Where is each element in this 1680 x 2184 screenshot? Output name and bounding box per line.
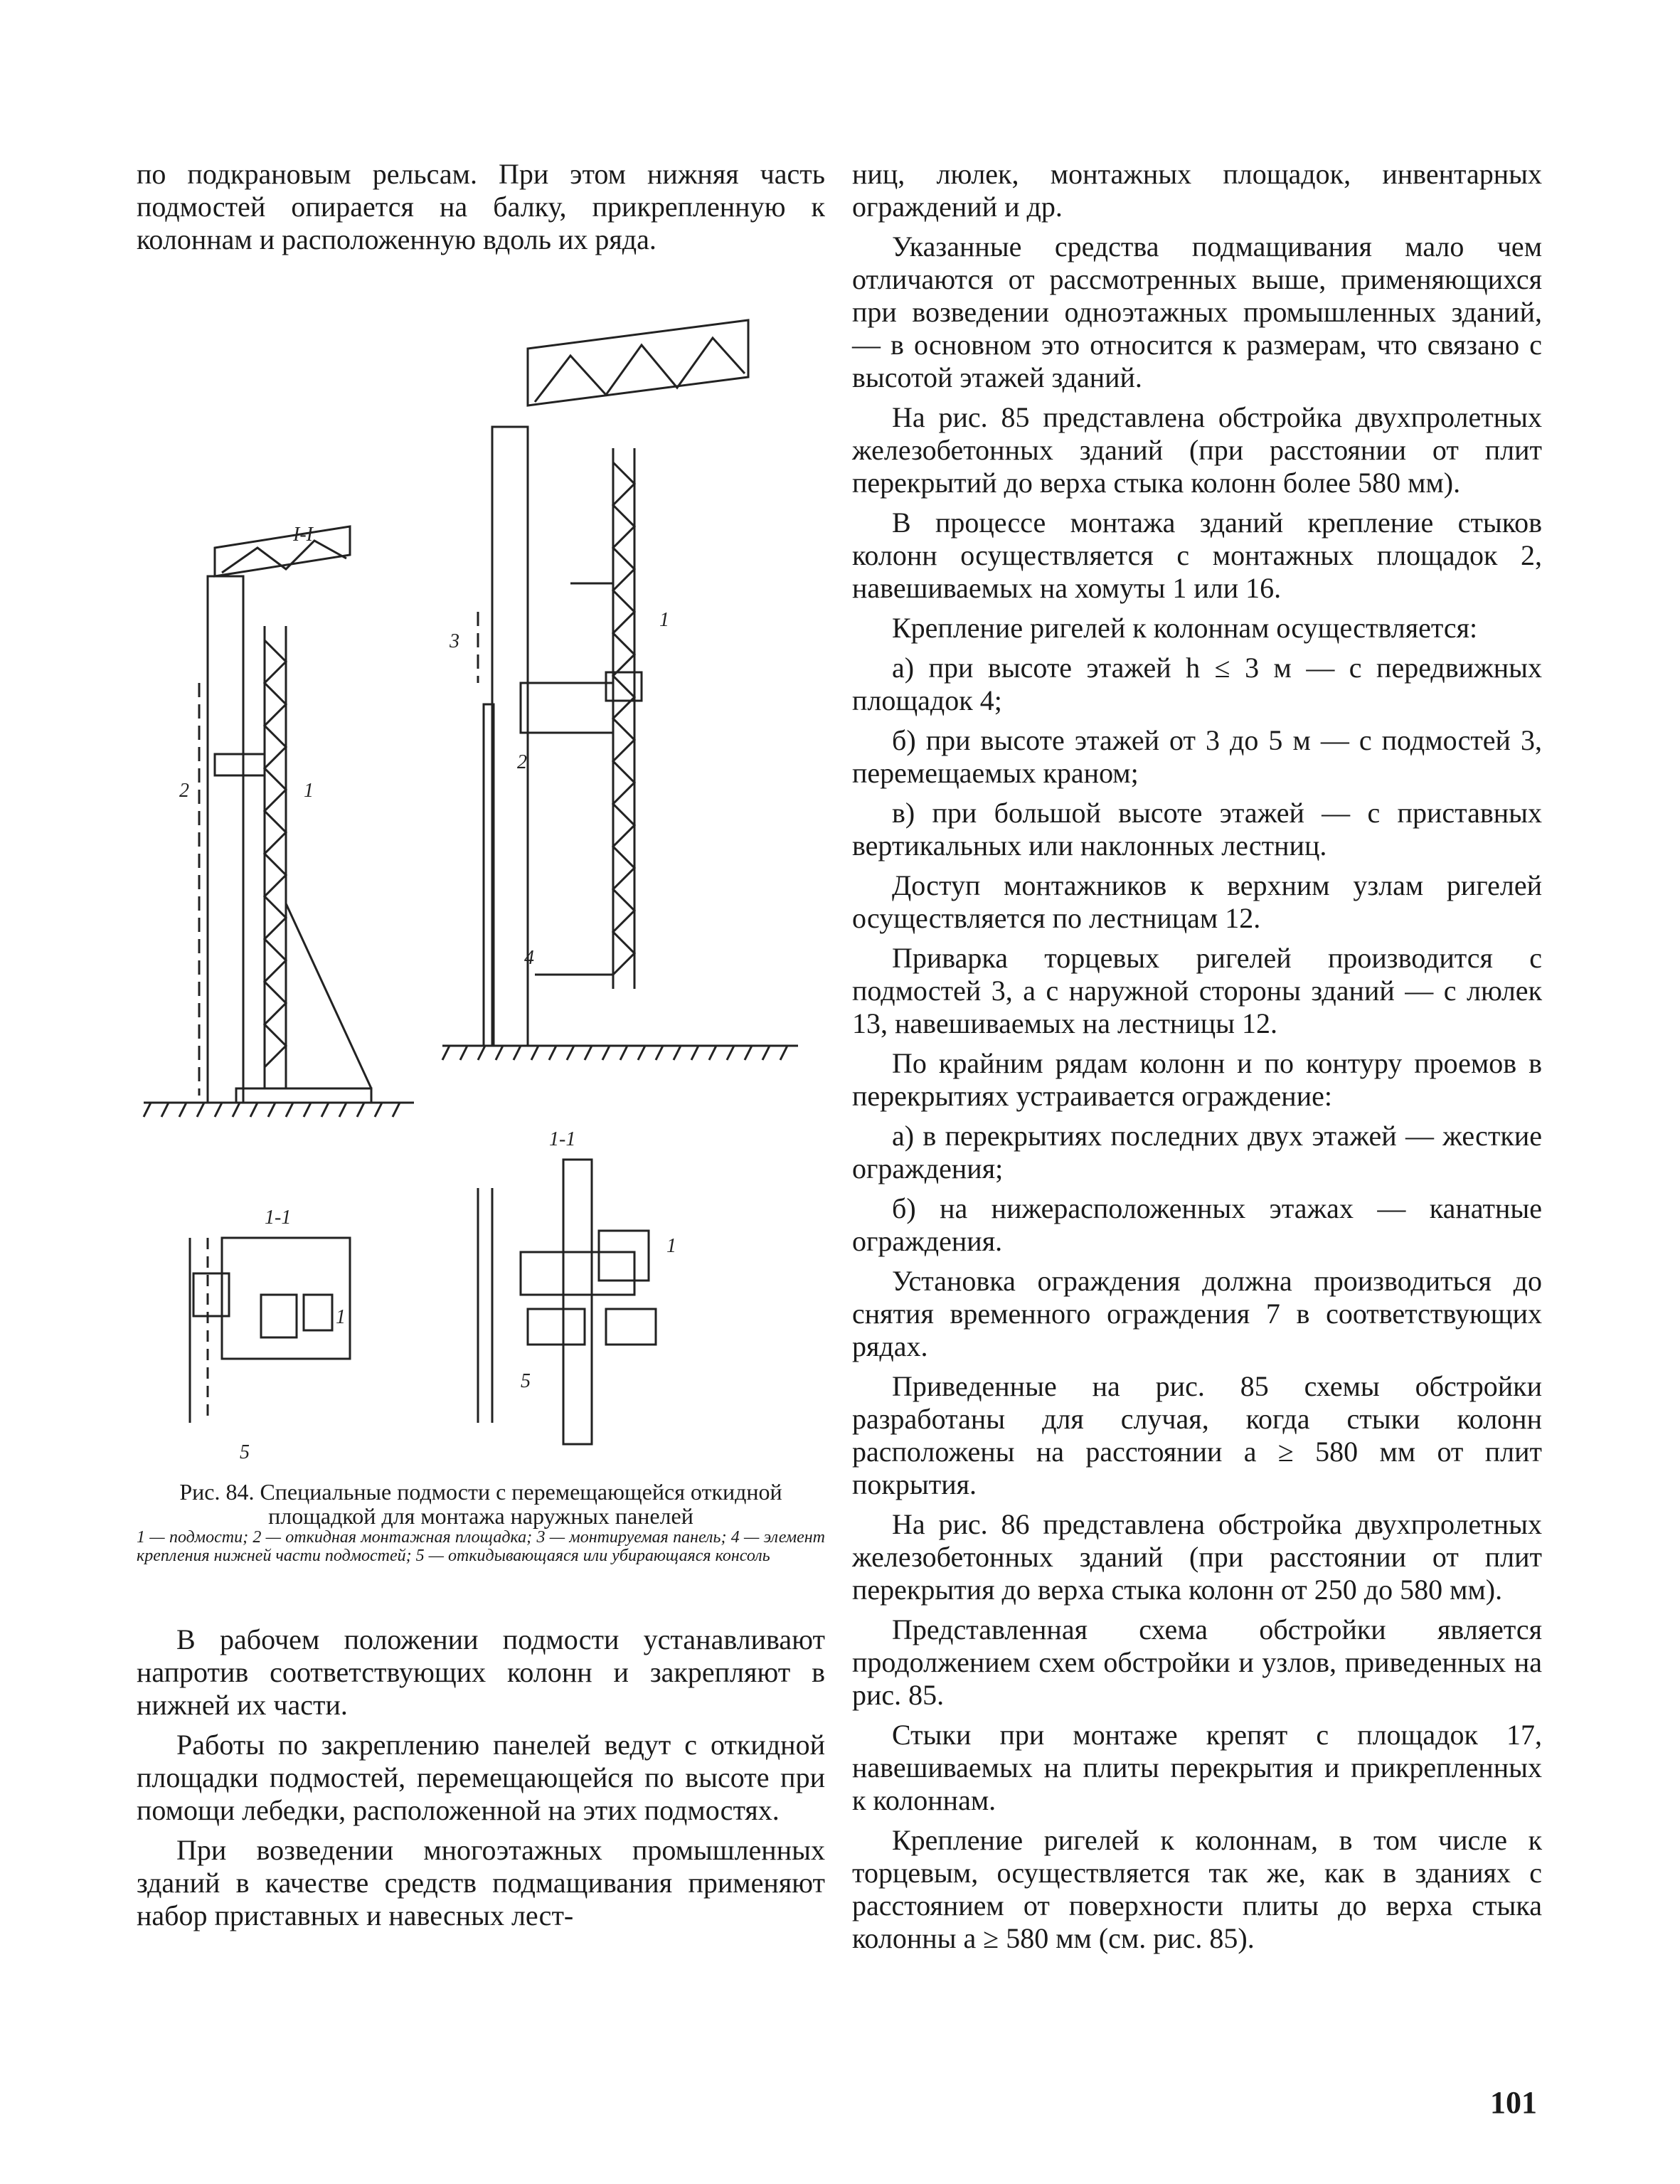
right-column bbox=[852, 158, 1542, 1962]
figure-84 bbox=[137, 313, 825, 1465]
left-column-top bbox=[137, 158, 825, 263]
paragraph: На рис. 85 представлена обстройка двухпролетных железобетонных зданий (при расстоянии от плит перекрытий до верха стыка колонн более 580 мм). bbox=[852, 401, 1542, 499]
page-number: 101 bbox=[1490, 2085, 1537, 2120]
paragraph: Приведенные на рис. 85 схемы обстройки разработаны для случая, когда стыки колонн расположены на расстоянии a ≥ 580 мм от плит покрытия. bbox=[852, 1370, 1542, 1500]
label-2-left: 2 bbox=[179, 780, 189, 802]
label-3: 3 bbox=[450, 630, 459, 652]
paragraph: В рабочем положении подмости устанавливают напротив соответствующих колонн и закрепляют в нижней их части. bbox=[137, 1623, 825, 1721]
label-1-left: 1 bbox=[304, 780, 314, 802]
caption-title: Рис. 84. Специальные подмости с перемещающейся откидной площадкой для монтажа наружных панелей bbox=[179, 1479, 782, 1529]
figure-caption bbox=[137, 1480, 825, 1565]
paragraph: На рис. 86 представлена обстройка двухпролетных железобетонных зданий (при расстоянии от плит перекрытия до верха стыка колонн от 250 до 580 мм). bbox=[852, 1508, 1542, 1606]
paragraph: В процессе монтажа зданий крепление стыков колонн осуществляется с монтажных площадок 2, навешиваемых на хомуты 1 или 16. bbox=[852, 507, 1542, 604]
paragraph: б) на нижерасположенных этажах — канатные ограждения. bbox=[852, 1192, 1542, 1257]
paragraph: Указанные средства подмащивания мало чем отличаются от рассмотренных выше, применяющихся при возведении одноэтажных промышленных зданий, — в основном это относится к размерам, что связано с высотой этажей зданий. bbox=[852, 230, 1542, 393]
paragraph: Представленная схема обстройки является продолжением схем обстройки и узлов, приведенных на рис. 85. bbox=[852, 1613, 1542, 1711]
paragraph: Доступ монтажников к верхним узлам ригелей осуществляется по лестницам 12. bbox=[852, 869, 1542, 934]
figure-drawing bbox=[137, 313, 825, 1465]
paragraph: ниц, люлек, монтажных площадок, инвентарных ограждений и др. bbox=[852, 158, 1542, 223]
paragraph: Работы по закреплению панелей ведут с откидной площадки подмостей, перемещающейся по высоте при помощи лебедки, расположенной на этих подмостях. bbox=[137, 1729, 825, 1826]
paragraph: в) при большой высоте этажей — с приставных вертикальных или наклонных лестниц. bbox=[852, 797, 1542, 862]
section-mark-a: I-I bbox=[293, 524, 313, 546]
paragraph: а) в перекрытиях последних двух этажей — жесткие ограждения; bbox=[852, 1120, 1542, 1184]
ground-hatch-left bbox=[144, 1103, 400, 1117]
section-mark-c: 1-1 bbox=[549, 1128, 576, 1150]
left-column-bottom bbox=[137, 1623, 825, 1939]
paragraph: Крепление ригелей к колоннам осуществляется: bbox=[892, 612, 1478, 644]
paragraph: По крайним рядам колонн и по контуру проемов в перекрытиях устраивается ограждение: bbox=[852, 1047, 1542, 1112]
label-1-right: 1 bbox=[659, 609, 669, 631]
paragraph: а) при высоте этажей h ≤ 3 м — с передвижных площадок 4; bbox=[852, 652, 1542, 716]
paragraph: Приварка торцевых ригелей производится с подмостей 3, а с наружной стороны зданий — с люлек 13, навешиваемых на лестницы 12. bbox=[852, 942, 1542, 1039]
paragraph: Установка ограждения должна производиться до снятия временного ограждения 7 в соответствующих рядах. bbox=[852, 1265, 1542, 1362]
label-5-left: 5 bbox=[240, 1441, 250, 1463]
paragraph: по подкрановым рельсам. При этом нижняя часть подмостей опирается на балку, прикрепленную к колоннам и расположенную вдоль их ряда. bbox=[137, 158, 825, 255]
paragraph: При возведении многоэтажных промышленных зданий в качестве средств подмащивания применяют набор приставных и навесных лест- bbox=[137, 1834, 825, 1931]
paragraph: Стыки при монтаже крепят с площадок 17, навешиваемых на плиты перекрытия и прикрепленных к колоннам. bbox=[852, 1719, 1542, 1816]
label-1-plan: 1 bbox=[666, 1235, 676, 1257]
label-2-right: 2 bbox=[517, 751, 527, 773]
ground-hatch-right bbox=[442, 1046, 787, 1060]
label-4: 4 bbox=[524, 947, 534, 969]
label-7-plan: 1 bbox=[336, 1306, 346, 1328]
paragraph: Крепление ригелей к колоннам, в том числе к торцевым, осуществляется так же, как в зданиях с расстоянием от поверхности плиты до верха стыка колонны a ≥ 580 мм (см. рис. 85). bbox=[852, 1824, 1542, 1954]
caption-legend: 1 — подмости; 2 — откидная монтажная площадка; 3 — монтируемая панель; 4 — элемент крепления нижней части подмостей; 5 — откидывающаяся или убирающаяся консоль bbox=[137, 1528, 825, 1565]
paragraph: б) при высоте этажей от 3 до 5 м — с подмостей 3, перемещаемых краном; bbox=[852, 724, 1542, 789]
label-5-right: 5 bbox=[521, 1370, 531, 1392]
section-mark-b: 1-1 bbox=[265, 1207, 292, 1229]
